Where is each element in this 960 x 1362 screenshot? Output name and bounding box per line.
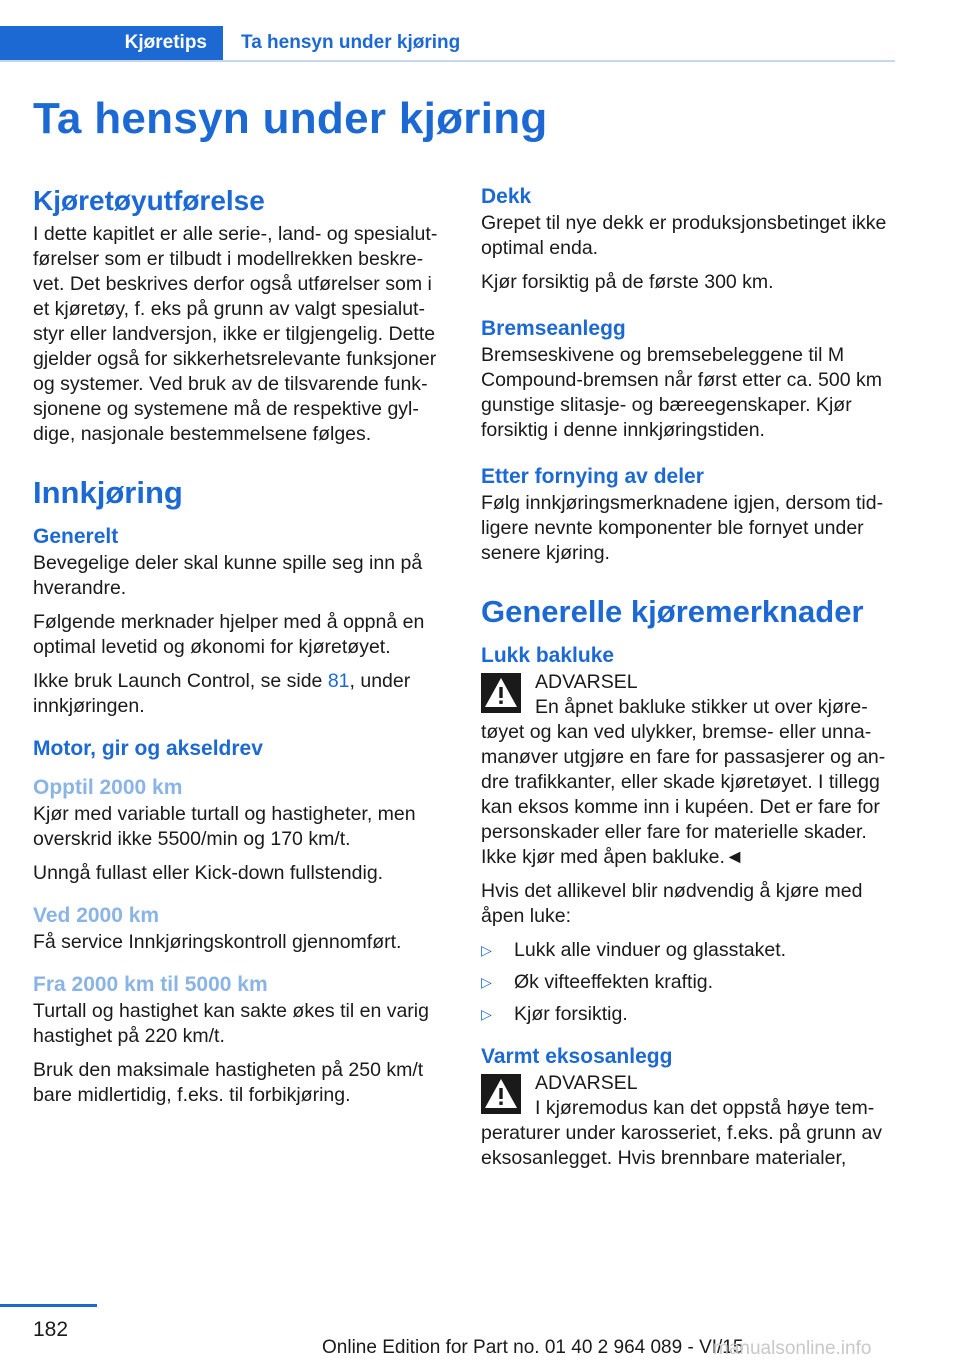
subsubsection-title-ved: Ved 2000 km	[33, 904, 160, 927]
warning-box	[481, 670, 896, 870]
list-item	[481, 938, 896, 963]
paragraph: Bruk den maksimale hastigheten på 250 km/t bare midlertidig, f.eks. til forbikjøring.	[33, 1059, 424, 1106]
list-item-text: Kjør forsiktig.	[514, 1003, 628, 1025]
paragraph: Unngå fullast eller Kick-down fullstendig.	[33, 862, 384, 884]
paragraph: Kjør med variable turtall og hastigheter, men overskrid ikke 5500/min og 170 km/t.	[33, 803, 416, 850]
paragraph: Bevegelige deler skal kunne spille seg inn på hverandre.	[33, 552, 423, 599]
warning-triangle-icon	[481, 1074, 521, 1114]
section-title-innkjoring: Innkjøring	[33, 475, 183, 510]
paragraph	[33, 669, 448, 719]
edition-info: Online Edition for Part no. 01 40 2 964 089 - VI/15	[322, 1337, 744, 1358]
list-item	[481, 1002, 896, 1027]
subsection-title-lukk-bakluke: Lukk bakluke	[481, 644, 615, 667]
subsection-title-etter-fornying: Etter fornying av deler	[481, 465, 704, 488]
paragraph: Hvis det allikevel blir nødvendig å kjøre med åpen luke:	[481, 880, 863, 927]
paragraph: I dette kapitlet er alle serie-, land- og spesialutførelser som er tilbudt i modellrekken beskrevet. Det beskrives derfor også utførelser som i et kjøretøy, f. eks på grunn av valgt spesialutstyr eller landversjon, ikke er tilgjengelig. Dette gjelder også for sikkerhetsrelevante funksjoner og systemer. Ved bruk av de tilsvarende funksjonene og systemene må de respektive gyldige, nasjonale bestemmelsene følges.	[33, 223, 438, 445]
page-number: 182	[33, 1318, 69, 1341]
header-tabbar	[0, 26, 895, 62]
subsubsection-title-opptil: Opptil 2000 km	[33, 776, 183, 799]
paragraph: Følgende merknader hjelper med å oppnå en optimal levetid og økonomi for kjøretøyet.	[33, 611, 425, 658]
warning-text: I kjøremodus kan det oppstå høye temperaturer under karosseriet, f.eks. på grunn av eksosanlegget. Hvis brennbare materialer,	[481, 1097, 883, 1169]
page-link-81[interactable]: 81	[327, 670, 350, 692]
subsection-title-motor: Motor, gir og akseldrev	[33, 737, 263, 760]
warning-box	[481, 1071, 896, 1171]
list-item-text: Lukk alle vinduer og glasstaket.	[514, 939, 787, 961]
right-column	[481, 184, 896, 1180]
list-item-text: Øk vifteeffekten kraftig.	[514, 971, 714, 993]
paragraph: Turtall og hastighet kan sakte økes til en varig hastighet på 220 km/t.	[33, 1000, 429, 1047]
breadcrumb[interactable]: Ta hensyn under kjøring	[241, 32, 461, 53]
warning-text: En åpnet bakluke stikker ut over kjøretøyet og kan ved ulykker, bremse- eller unnamanøver utgjøre en fare for passasjerer og andre trafikkanter, eller skade kjøretøyet. I tillegg kan eksos komme inn i kupéen. Det er fare for personskader eller fare for materielle skader. Ikke kjør med åpen bakluke.◄	[481, 696, 886, 868]
text: Ikke bruk Launch Control, se side	[33, 670, 328, 692]
tab-kjoretips-label: Kjøretips	[124, 32, 207, 53]
page-title: Ta hensyn under kjøring	[33, 94, 548, 143]
section-title-generelle-kjoremerknader: Generelle kjøremerknader	[481, 594, 864, 629]
footer-rule	[0, 1304, 97, 1307]
text: , under innkjøringen.	[33, 670, 411, 717]
watermark: manualsonline.info	[713, 1338, 872, 1359]
left-column	[33, 184, 448, 1117]
bullet-triangle-icon: ▷	[481, 942, 492, 958]
paragraph: Kjør forsiktig på de første 300 km.	[481, 271, 774, 293]
paragraph: Grepet til nye dekk er produksjonsbetinget ikke optimal enda.	[481, 212, 887, 259]
subsection-title-dekk: Dekk	[481, 185, 532, 208]
bullet-list	[481, 938, 896, 1027]
warning-heading: ADVARSEL	[535, 1072, 638, 1094]
subsubsection-title-fra: Fra 2000 km til 5000 km	[33, 973, 268, 996]
tab-kjoretips[interactable]	[0, 26, 223, 60]
paragraph: Få service Innkjøringskontroll gjennomført.	[33, 931, 402, 953]
subsection-title-varmt-eksosanlegg: Varmt eksosanlegg	[481, 1045, 673, 1068]
paragraph: Bremseskivene og bremsebeleggene til M Compound-bremsen når først etter ca. 500 km gunstige slitasje- og bæreegenskaper. Kjør forsiktig i denne innkjøringstiden.	[481, 344, 882, 441]
paragraph: Følg innkjøringsmerknadene igjen, dersom tidligere nevnte komponenter ble fornyet under senere kjøring.	[481, 492, 884, 564]
section-title-kjoretoyutforelse: Kjøretøyutførelse	[33, 185, 265, 216]
bullet-triangle-icon: ▷	[481, 1006, 492, 1022]
subsection-title-bremseanlegg: Bremseanlegg	[481, 317, 626, 340]
warning-triangle-icon	[481, 673, 521, 713]
list-item	[481, 970, 896, 995]
subsection-title-generelt: Generelt	[33, 525, 119, 548]
bullet-triangle-icon: ▷	[481, 974, 492, 990]
warning-heading: ADVARSEL	[535, 671, 638, 693]
